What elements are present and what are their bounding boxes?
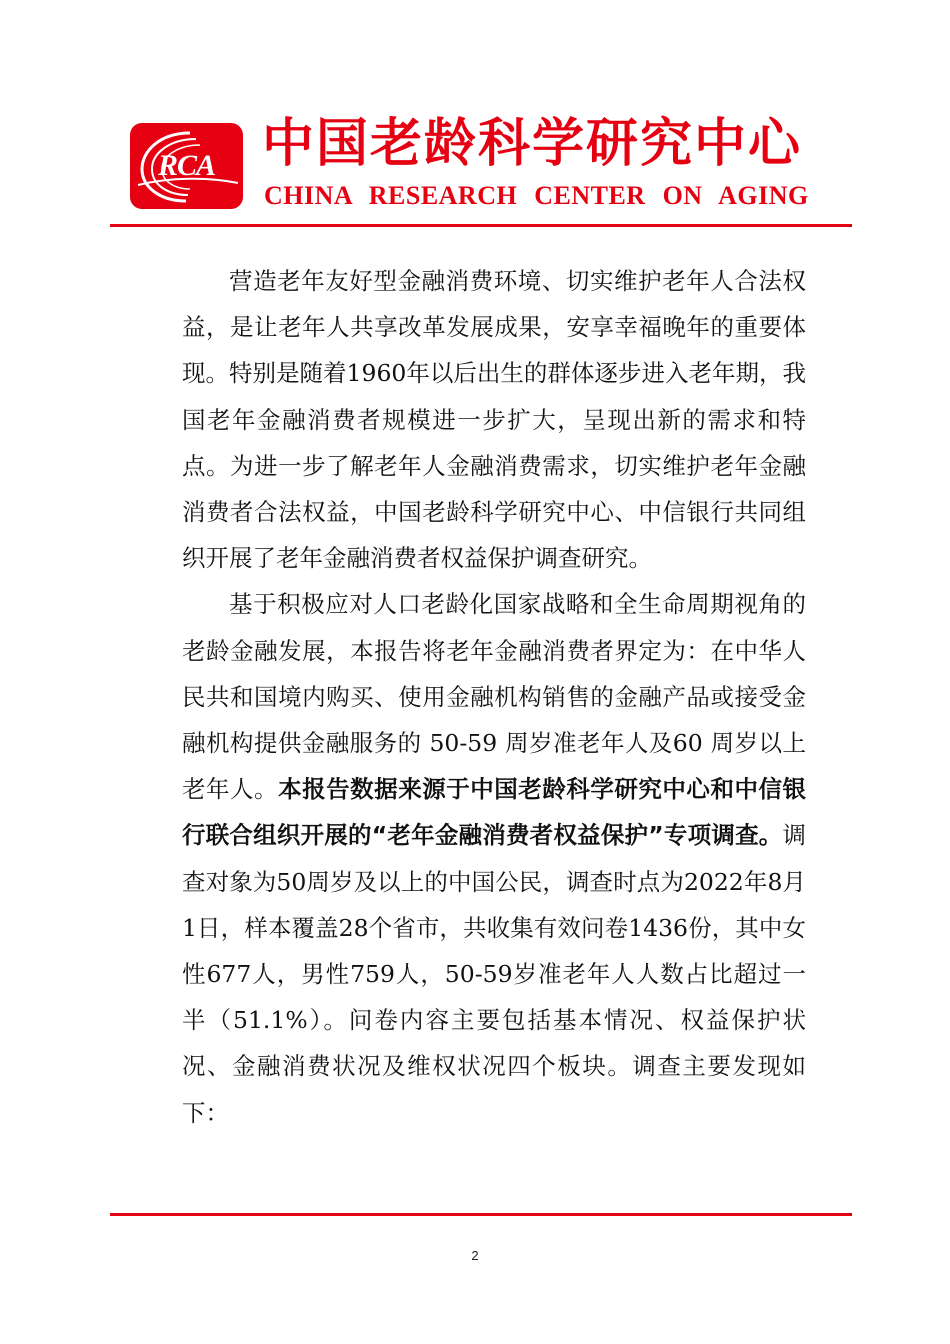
letterhead xyxy=(0,0,950,240)
organization-name-english: CHINA RESEARCH CENTER ON AGING xyxy=(264,181,809,210)
rca-logo xyxy=(130,123,243,209)
header-divider xyxy=(110,224,852,227)
footer-divider xyxy=(110,1213,852,1216)
paragraph-methodology-survey-details: 调查对象为50周岁及以上的中国公民，调查时点为2022年8月1日，样本覆盖28个省市，共收集有效问卷1436份，其中女性677人，男性759人，50-59岁准老年人人数占比超过一半（51.1%）。问卷内容主要包括基本情况、权益保护状况、金融消费状况及维权状况四个板块。调查主要发现如下： xyxy=(182,821,806,1127)
page-number: 2 xyxy=(471,1248,479,1263)
paragraph-introduction: 营造老年友好型金融消费环境、切实维护老年人合法权益，是让老年人共享改革发展成果，安享幸福晚年的重要体现。特别是随着1960年以后出生的群体逐步进入老年期，我国老年金融消费者规模进一步扩大，呈现出新的需求和特点。为进一步了解老年人金融消费需求，切实维护老年金融消费者合法权益，中国老龄科学研究中心、中信银行共同组织开展了老年金融消费者权益保护调查研究。 xyxy=(182,267,806,573)
paragraph-methodology xyxy=(182,581,806,1135)
logo-text: RCA xyxy=(157,149,216,182)
paragraph-methodology-definition: 基于积极应对人口老龄化国家战略和全生命周期视角的老龄金融发展，本报告将老年金融消费者界定为：在中华人民共和国境内购买、使用金融机构销售的金融产品或接受金融机构提供金融服务的 50-59 周岁准老年人及60 周岁以上老年人。 xyxy=(182,590,806,804)
paragraph-methodology-data-source: 本报告数据来源于中国老龄科学研究中心和中信银行联合组织开展的“老年金融消费者权益保护”专项调查。 xyxy=(182,775,807,850)
organization-name-chinese: 中国老龄科学研究中心 xyxy=(262,114,803,174)
report-body xyxy=(182,258,806,1136)
